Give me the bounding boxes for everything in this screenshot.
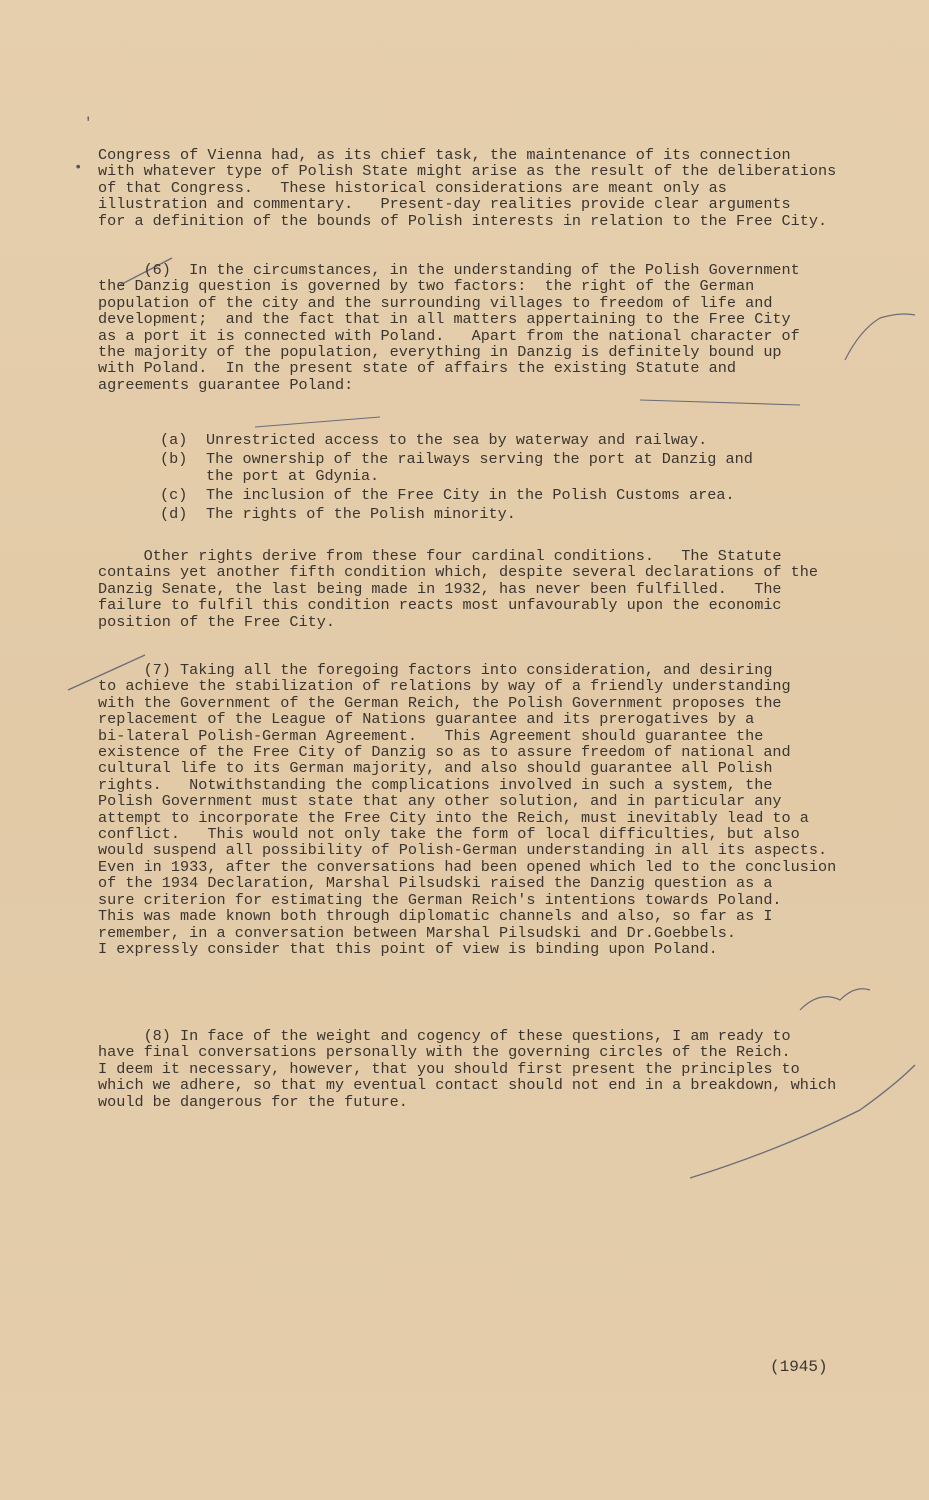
paragraph-8: (8) In face of the weight and cogency of these questions, I am ready to have final conversations personally with the governing circles of the Reich. I deem it necessary, however, that you should first present the principles to which we adhere, so that my eventual contact should not end in a breakdown, which would be dangerous for the future.	[98, 1027, 837, 1111]
list-item: (b) The ownership of the railways serving the port at Danzig and the port at Gdynia.	[160, 450, 753, 485]
list-item: (a) Unrestricted access to the sea by waterway and railway.	[160, 431, 708, 449]
margin-scribble-bottom	[800, 989, 870, 1010]
list-item: (d) The rights of the Polish minority.	[160, 505, 516, 523]
margin-mark: •	[74, 160, 83, 176]
margin-mark: ʹ	[84, 116, 93, 132]
conditions-list	[160, 432, 800, 525]
paragraph-continuation: Congress of Vienna had, as its chief task, the maintenance of its connection with whatever type of Polish State might arise as the result of the deliberations of that Congress. These historical considerations are meant only as illustration and commentary. Present-day realities provide clear arguments for a definition of the bounds of Polish interests in relation to the Free City.	[98, 146, 837, 230]
paragraph-7: (7) Taking all the foregoing factors into consideration, and desiring to achieve the stabilization of relations by way of a friendly understanding with the Government of the German Reich, the Polish Government proposes the replacement of the League of Nations guarantee and its prerogatives by a bi-lateral Polish-German Agreement. This Agreement should guarantee the existence of the Free City of Danzig so as to assure freedom of national and cultural life to its German majority, and also should guarantee all Polish rights. Notwithstanding the complications involved in such a system, the Polish Government must state that any other solution, and in particular any attempt to incorporate the Free City into the Reich, must inevitably lead to a conflict. This would not only take the form of local difficulties, but also would suspend all possibility of Polish-German understanding in all its aspects. Even in 1933, after the conversations had been opened which led to the conclusion of the 1934 Declaration, Marshal Pilsudski raised the Danzig question as a sure criterion for estimating the German Reich's intentions towards Poland. This was made known both through diplomatic channels and also, so far as I remember, in a conversation between Marshal Pilsudski and Dr.Goebbels. I expressly consider that this point of view is binding upon Poland.	[98, 661, 837, 958]
pencil-underline-statute	[255, 417, 380, 427]
page-number: (1945)	[770, 1358, 828, 1376]
paragraph-6: (6) In the circumstances, in the understanding of the Polish Government the Danzig question is governed by two factors: the right of the German population of the city and the surrounding villages to freedom of life and development; and the fact that in all matters appertaining to the Free City as a port it is connected with Poland. Apart from the national character of the majority of the population, everything in Danzig is definitely bound up with Poland. In the present state of affairs the existing Statute and agreements guarantee Poland:	[98, 261, 800, 394]
pencil-underline-agreements	[640, 400, 800, 405]
paragraph-other-rights: Other rights derive from these four cardinal conditions. The Statute contains yet another fifth condition which, despite several declarations of the Danzig Senate, the last being made in 1932, has never been fulfilled. The failure to fulfil this condition reacts most unfavourably upon the economic position of the Free City.	[98, 547, 819, 631]
list-item: (c) The inclusion of the Free City in the Polish Customs area.	[160, 486, 735, 504]
